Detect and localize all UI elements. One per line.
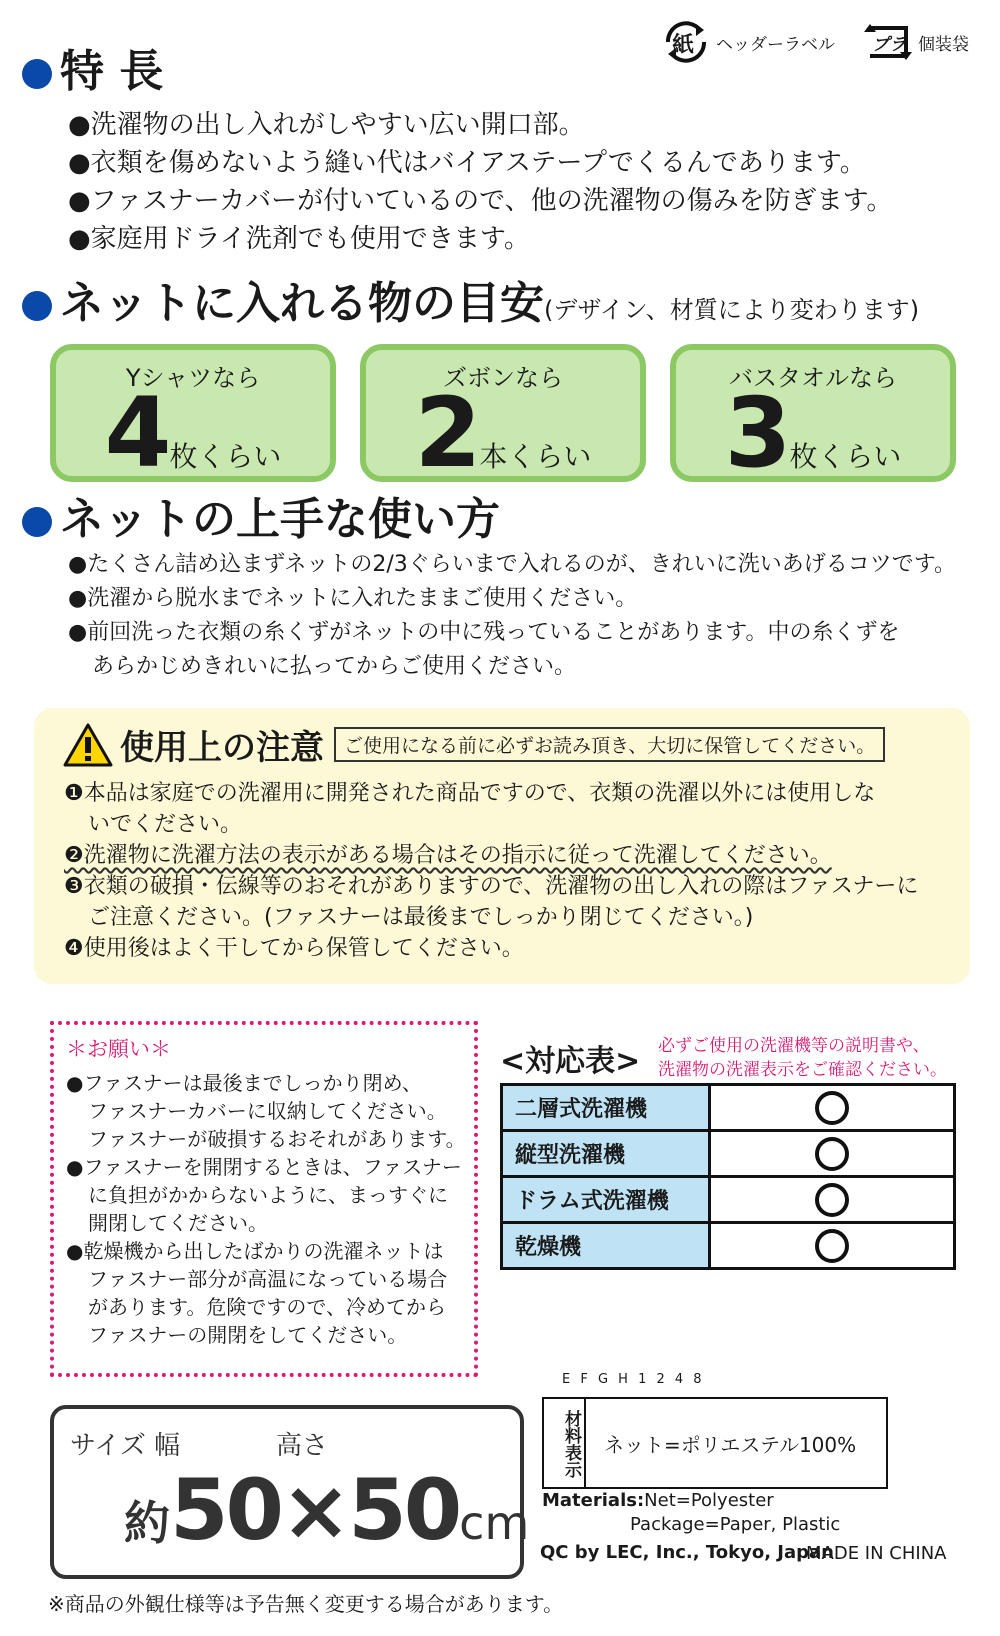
request-line: 開閉してください。	[88, 1211, 268, 1235]
compat-note-line: 必ずご使用の洗濯機等の説明書や、	[658, 1036, 930, 1056]
card-caption: Yシャツなら	[125, 364, 261, 392]
caution-line: いでください。	[88, 812, 243, 837]
caution-note: ご使用になる前に必ずお読み頂き、大切に保管してください。	[334, 727, 885, 762]
size-box	[50, 1405, 530, 1579]
table-row	[502, 1131, 955, 1177]
material-label: 材料表示	[544, 1399, 586, 1487]
warning-icon	[62, 722, 114, 768]
table-row	[502, 1085, 955, 1131]
material-en-net: Net=Polyester	[644, 1490, 774, 1511]
list-item: ●洗濯から脱水までネットに入れたままご使用ください。	[68, 586, 638, 611]
origin-text: MADE IN CHINA	[806, 1543, 947, 1564]
material-en-label: Materials:	[542, 1490, 645, 1511]
card-number: 3	[724, 377, 790, 489]
caution-line: ❹使用後はよく干してから保管してください。	[64, 936, 524, 961]
capacity-card-towel	[670, 344, 956, 489]
features-heading	[22, 46, 163, 98]
card-unit: 枚くらい	[789, 440, 902, 473]
circle-mark-icon	[815, 1229, 849, 1263]
plastic-recycle-mark	[860, 18, 969, 66]
features-list	[68, 106, 893, 258]
list-item: あらかじめきれいに払ってからご使用ください。	[92, 654, 577, 679]
compat-note	[658, 1034, 947, 1082]
compat-note-line: 洗濯物の洗濯表示をご確認ください。	[658, 1060, 947, 1080]
circle-mark-icon	[815, 1091, 849, 1125]
usage-title: ネットの上手な使い方	[60, 494, 500, 545]
card-unit: 枚くらい	[169, 440, 282, 473]
compat-table	[500, 1083, 956, 1270]
table-cell	[710, 1131, 955, 1177]
list-item: ●たくさん詰め込まずネットの2/3ぐらいまで入れるのが、きれいに洗いあげるコツです。	[68, 552, 956, 577]
caution-line: ❷洗濯物に洗濯方法の表示がある場合はその指示に従って洗濯してください。	[64, 843, 832, 868]
size-unit: cm	[459, 1496, 530, 1550]
table-cell: 縦型洗濯機	[502, 1131, 710, 1177]
table-cell	[710, 1223, 955, 1269]
qc-text: QC by LEC, Inc., Tokyo, Japan	[540, 1542, 834, 1563]
capacity-title: ネットに入れる物の目安	[60, 278, 544, 329]
request-line: ファスナーが破損するおそれがあります。	[88, 1127, 466, 1151]
request-line: があります。危険ですので、冷めてから	[88, 1295, 446, 1319]
table-cell: 二層式洗濯機	[502, 1085, 710, 1131]
table-cell	[710, 1085, 955, 1131]
list-item: ●ファスナーカバーが付いているので、他の洗濯物の傷みを防ぎます。	[68, 186, 893, 216]
caution-line: ご注意ください。(ファスナーは最後までしっかり閉じてください。)	[88, 905, 754, 930]
caution-list	[64, 778, 918, 964]
material-content: ネット=ポリエステル100%	[604, 1432, 857, 1457]
list-item: ●衣類を傷めないよう縫い代はバイアステープでくるんであります。	[68, 148, 866, 178]
caution-panel	[34, 708, 970, 984]
material-box	[542, 1397, 888, 1489]
bullet-dot-icon	[22, 291, 52, 321]
table-cell: 乾燥機	[502, 1223, 710, 1269]
caution-line: ❸衣類の破損・伝線等のおそれがありますので、洗濯物の出し入れの際はファスナーに	[64, 874, 919, 899]
list-item: ●家庭用ドライ洗剤でも使用できます。	[68, 224, 530, 254]
features-title: 特 長	[60, 46, 164, 97]
request-line: ●ファスナーは最後までしっかり閉め、	[66, 1071, 422, 1095]
request-line: に負担がかからないように、まっすぐに	[88, 1183, 448, 1207]
request-title: ＊お願い＊	[66, 1037, 171, 1061]
table-row	[502, 1223, 955, 1269]
caution-header	[62, 720, 885, 769]
plastic-recycle-label: 個装袋	[918, 34, 969, 55]
capacity-card-shirt	[50, 344, 336, 489]
bullet-dot-icon	[22, 59, 52, 89]
card-number: 4	[104, 377, 170, 489]
paper-recycle-label: ヘッダーラベル	[716, 34, 835, 55]
material-en	[542, 1490, 774, 1511]
list-item: ●洗濯物の出し入れがしやすい広い開口部。	[68, 110, 585, 140]
caution-title: 使用上の注意	[120, 728, 324, 768]
plastic-mark-text: プラ	[872, 35, 906, 55]
request-line: ●ファスナーを開閉するときは、ファスナー	[66, 1155, 462, 1179]
bullet-dot-icon	[22, 507, 52, 537]
card-caption: ズボンなら	[443, 364, 563, 392]
capacity-card-pants	[360, 344, 646, 489]
material-codes: E F G H 1 2 4 8	[562, 1372, 705, 1387]
capacity-heading	[22, 278, 919, 336]
circle-mark-icon	[815, 1183, 849, 1217]
table-cell: ドラム式洗濯機	[502, 1177, 710, 1223]
paper-recycle-mark	[660, 18, 835, 66]
usage-heading	[22, 494, 500, 546]
request-line: ファスナー部分が高温になっている場合	[88, 1267, 448, 1291]
size-prefix: 約	[124, 1496, 170, 1550]
size-width-label: サイズ 幅	[70, 1431, 181, 1461]
footer-note: ※商品の外観仕様等は予告無く変更する場合があります。	[48, 1592, 564, 1616]
paper-mark-text: 紙	[672, 33, 695, 58]
list-item: ●前回洗った衣類の糸くずがネットの中に残っていることがあります。中の糸くずを	[68, 620, 900, 645]
request-list	[66, 1069, 474, 1349]
card-unit: 本くらい	[479, 440, 592, 473]
card-caption: バスタオルなら	[729, 364, 897, 392]
size-number: 50×50	[170, 1461, 460, 1559]
request-line: ●乾燥機から出したばかりの洗濯ネットは	[66, 1239, 444, 1263]
usage-list	[68, 548, 956, 684]
request-line: ファスナーカバーに収納してください。	[88, 1099, 447, 1123]
request-line: ファスナーの開閉をしてください。	[88, 1323, 408, 1347]
capacity-subtitle: (デザイン、材質により変わります)	[544, 296, 920, 324]
caution-line: ❶本品は家庭での洗濯用に開発された商品ですので、衣類の洗濯以外には使用しな	[64, 781, 876, 806]
compat-title: <対応表>	[500, 1044, 641, 1079]
material-en-package: Package=Paper, Plastic	[630, 1514, 841, 1535]
table-row	[502, 1177, 955, 1223]
circle-mark-icon	[815, 1137, 849, 1171]
table-cell	[710, 1177, 955, 1223]
size-value	[124, 1461, 529, 1559]
card-number: 2	[414, 377, 480, 489]
request-box	[50, 1021, 478, 1377]
size-height-label: 高さ	[276, 1431, 329, 1461]
